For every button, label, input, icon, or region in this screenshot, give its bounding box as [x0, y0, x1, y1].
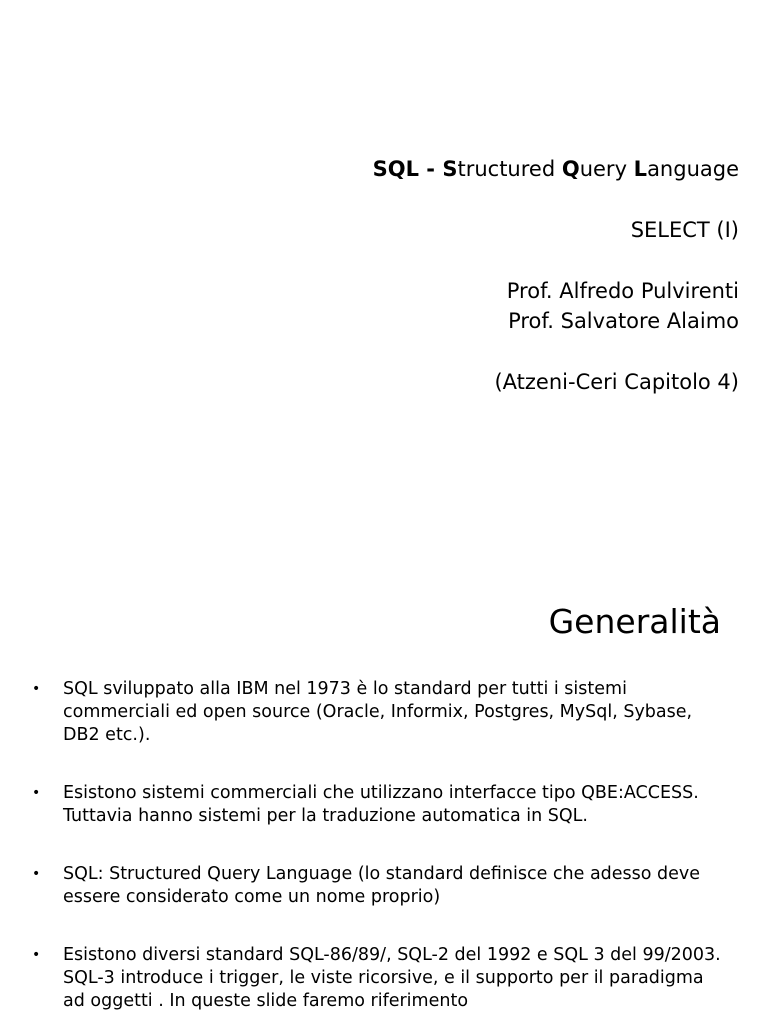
bullet-text: Esistono diversi standard SQL-86/89/, SQL-2 del 1992 e SQL 3 del 99/2003. SQL-3 introduce i trigger, le viste ricorsive, e il supporto per il paradigma ad oggetti . In queste slide faremo riferimento: [63, 945, 721, 1011]
slide-subtitle: SELECT (I): [630, 218, 739, 242]
title-part: S: [442, 157, 458, 181]
slide-title: [373, 154, 739, 184]
bullet-icon: •: [32, 947, 41, 963]
title-part: tructured: [457, 157, 562, 181]
book-reference: (Atzeni-Ceri Capitolo 4): [494, 370, 739, 394]
bullet-icon: •: [32, 785, 41, 801]
bullet-icon: •: [32, 866, 41, 882]
title-block: [373, 154, 739, 397]
author-name: Prof. Salvatore Alaimo: [508, 309, 739, 333]
bullet-icon: •: [32, 681, 41, 697]
title-part: uery: [579, 157, 634, 181]
list-item: [30, 944, 730, 1013]
title-part: L: [633, 157, 648, 181]
list-item: [30, 782, 730, 828]
content-slide: [0, 512, 768, 1024]
bullet-text: Esistono sistemi commerciali che utilizzano interfacce tipo QBE:ACCESS. Tuttavia hanno sistemi per la traduzione automatica in SQL.: [63, 783, 699, 826]
title-part: Q: [561, 157, 580, 181]
bullet-text: SQL sviluppato alla IBM nel 1973 è lo standard per tutti i sistemi commerciali ed open source (Oracle, Informix, Postgres, MySql, Sybase, DB2 etc.).: [63, 679, 693, 745]
title-part: anguage: [647, 157, 739, 181]
list-item: [30, 678, 730, 747]
author-name: Prof. Alfredo Pulvirenti: [506, 279, 739, 303]
list-item: [30, 863, 730, 909]
slide-heading: Generalità: [548, 602, 721, 641]
bullet-text: SQL: Structured Query Language (lo standard definisce che adesso deve essere considerato come un nome proprio): [63, 864, 701, 907]
bullet-list: [30, 678, 730, 1024]
title-part: SQL -: [372, 157, 443, 181]
